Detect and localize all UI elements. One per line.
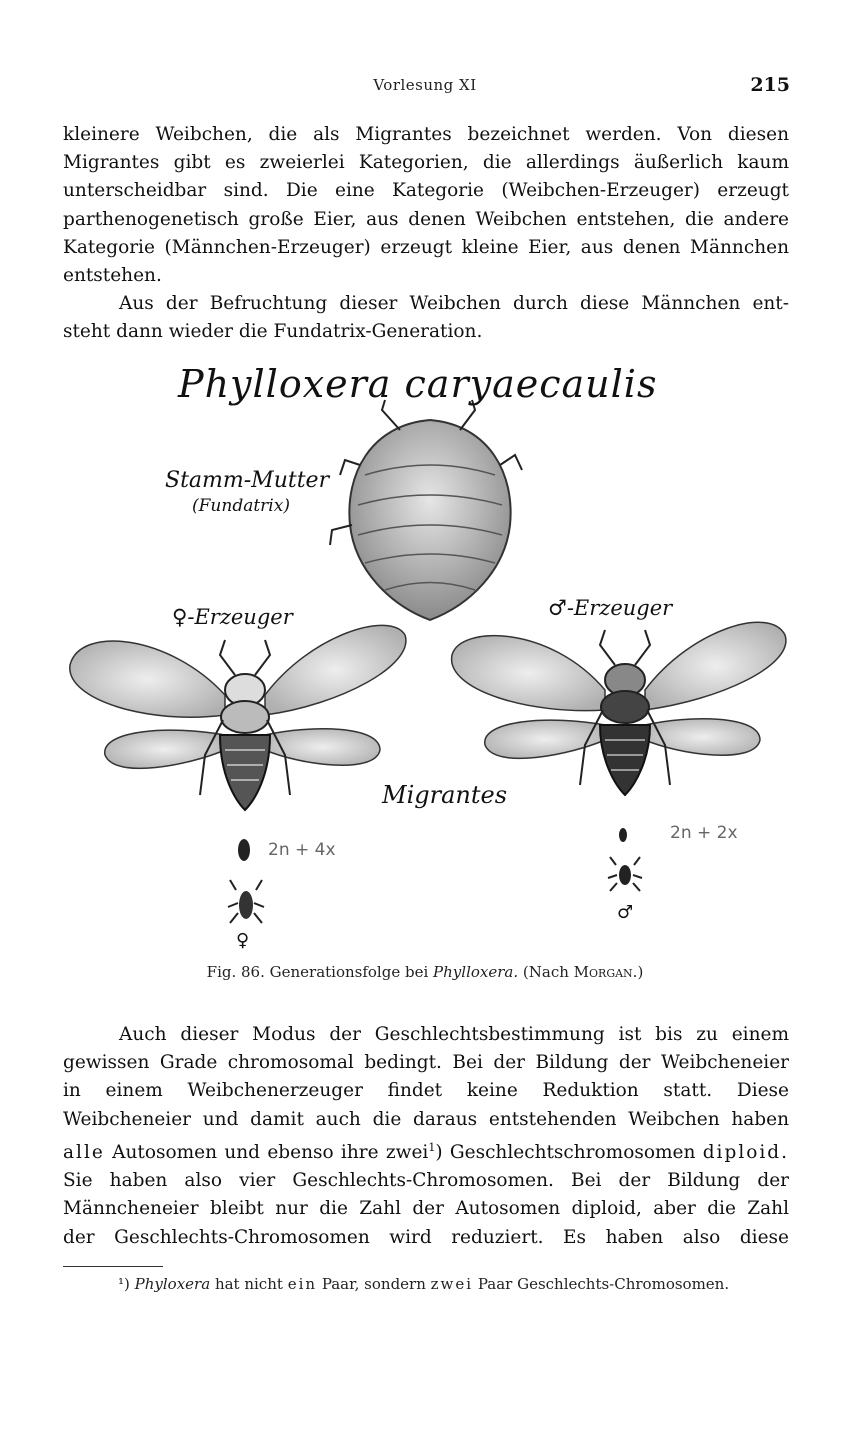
running-title: Vorlesung XI bbox=[373, 76, 477, 94]
small-egg bbox=[619, 828, 627, 842]
figure-title: Phylloxera caryaecaulis bbox=[178, 362, 658, 406]
footnote-spaced-word: ein bbox=[287, 1275, 318, 1293]
caption-author: Morgan. bbox=[573, 963, 638, 981]
footnote-genus: Phyloxera bbox=[134, 1275, 211, 1293]
footnote-text: Paar Geschlechts-Chromosomen. bbox=[477, 1275, 730, 1293]
fundatrix-label: (Fundatrix) bbox=[192, 496, 290, 516]
footnote-text: hat nicht bbox=[214, 1275, 283, 1293]
text-line: steht dann wieder die Fundatrix-Generation. bbox=[63, 321, 483, 343]
footnote-marker: ¹) bbox=[118, 1275, 130, 1293]
text-line: parthenogenetisch große Eier, aus denen Weibchen entstehen, die andere bbox=[63, 208, 789, 230]
migrantes-label: Migrantes bbox=[382, 781, 508, 809]
caption-genus: Phylloxera. bbox=[433, 963, 519, 981]
phylloxera-figure bbox=[60, 355, 800, 955]
footnote-spaced-word: zwei bbox=[430, 1275, 474, 1293]
footnote-rule bbox=[63, 1266, 163, 1267]
text-line: in einem Weibchenerzeuger findet keine Reduktion statt. Diese bbox=[63, 1080, 789, 1102]
text-segment: Autosomen und ebenso ihre zwei bbox=[112, 1141, 429, 1163]
large-egg bbox=[238, 839, 250, 861]
left-chromosome-note: 2n + 4x bbox=[268, 840, 336, 860]
text-line: kleinere Weibchen, die als Migrantes bezeichnet werden. Von diesen bbox=[63, 124, 789, 145]
spaced-word: diploid. bbox=[702, 1141, 790, 1163]
text-line: Aus der Befruchtung dieser Weibchen durch diese Männchen ent- bbox=[119, 293, 789, 315]
page-number: 215 bbox=[750, 74, 790, 96]
female-producer-insect bbox=[70, 625, 406, 810]
text-line: entstehen. bbox=[63, 265, 162, 287]
female-producer-label: ♀-Erzeuger bbox=[172, 605, 293, 629]
text-line: Migrantes gibt es zweierlei Kategorien, die allerdings äußerlich kaum bbox=[63, 152, 789, 174]
text-line: Kategorie (Männchen-Erzeuger) erzeugt kleine Eier, aus denen Männchen bbox=[63, 236, 789, 258]
male-producer-insect bbox=[452, 622, 786, 795]
male-producer-label: ♂-Erzeuger bbox=[548, 596, 673, 620]
right-chromosome-note: 2n + 2x bbox=[670, 823, 738, 843]
caption-source-close: ) bbox=[637, 963, 644, 981]
female-offspring-insect bbox=[228, 880, 264, 923]
text-segment: ) Geschlechtschromosomen bbox=[435, 1141, 696, 1163]
spaced-word: alle bbox=[63, 1141, 105, 1163]
caption-source-open: (Nach bbox=[522, 963, 569, 981]
text-line: Männcheneier bleibt nur die Zahl der Autosomen diploid, aber die Zahl bbox=[63, 1198, 789, 1220]
text-line: der Geschlechts-Chromosomen wird reduziert. Es haben also diese bbox=[63, 1226, 789, 1248]
caption-prefix: Fig. 86. Generationsfolge bei bbox=[206, 963, 429, 981]
text-line-mixed bbox=[63, 1134, 789, 1167]
stamm-mutter-label: Stamm-Mutter bbox=[165, 468, 330, 493]
text-line: Sie haben also vier Geschlechts-Chromosomen. Bei der Bildung der bbox=[63, 1170, 789, 1192]
text-line: Weibcheneier und damit auch die daraus entstehenden Weibchen haben bbox=[63, 1108, 789, 1130]
text-line: Auch dieser Modus der Geschlechtsbestimmung ist bis zu einem bbox=[119, 1024, 789, 1045]
text-line: gewissen Grade chromosomal bedingt. Bei der Bildung der Weibcheneier bbox=[63, 1052, 789, 1074]
footnote-text: Paar, sondern bbox=[321, 1275, 426, 1293]
male-offspring-insect bbox=[608, 857, 642, 891]
text-line: unterscheidbar sind. Die eine Kategorie (Weibchen-Erzeuger) erzeugt bbox=[63, 180, 789, 202]
footnote bbox=[118, 1275, 729, 1293]
figure-caption bbox=[0, 963, 850, 981]
paragraph-3 bbox=[63, 1021, 789, 1252]
footnote-ref: 1 bbox=[428, 1140, 436, 1154]
female-symbol: ♀ bbox=[236, 930, 250, 951]
fundatrix-insect bbox=[330, 400, 522, 620]
paragraph-1 bbox=[63, 121, 789, 347]
male-symbol: ♂ bbox=[617, 902, 634, 923]
